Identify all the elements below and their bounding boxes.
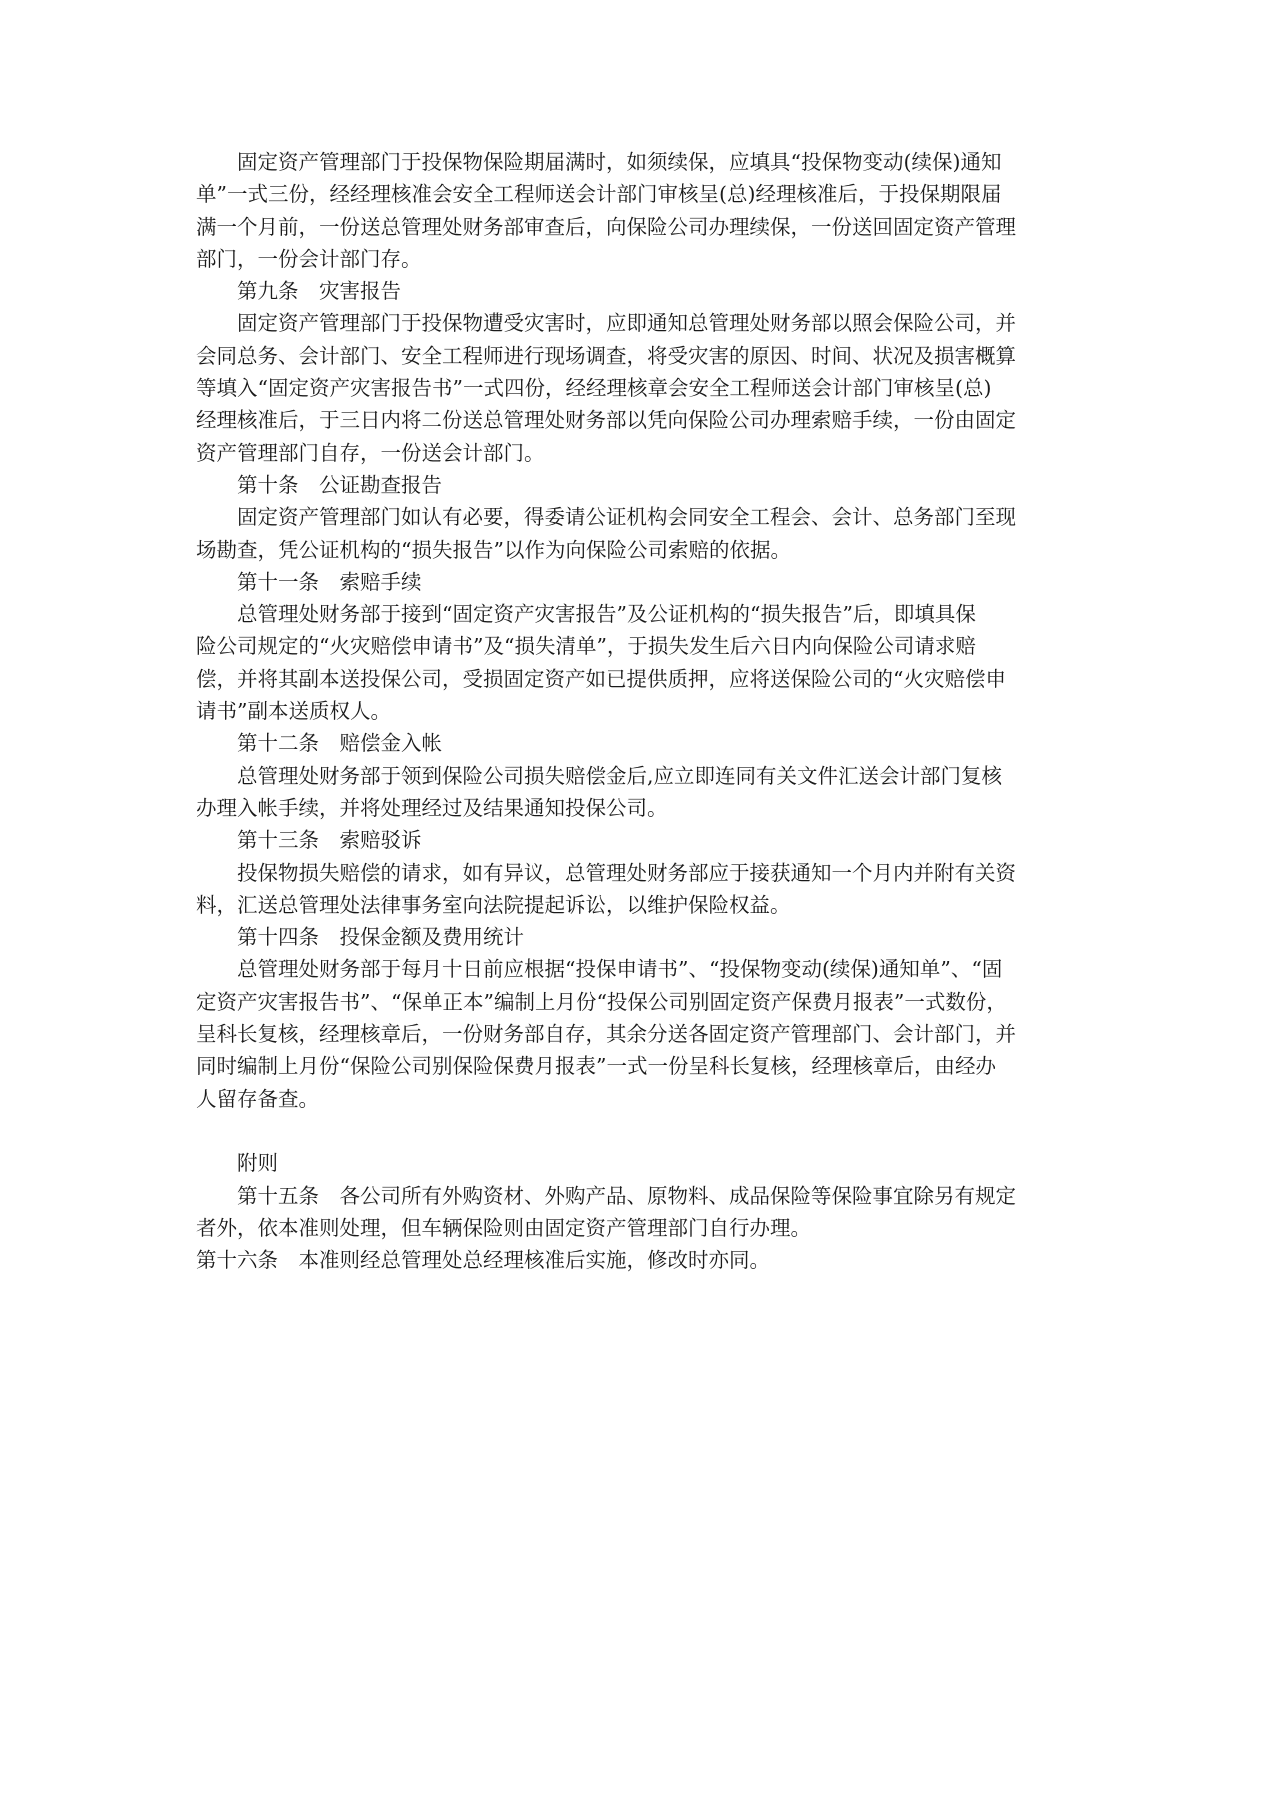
text-line: 请书”副本送质权人。 — [196, 699, 391, 724]
text-line: 资产管理部门自存，一份送会计部门。 — [196, 440, 545, 465]
text-line: 会同总务、会计部门、安全工程师进行现场调查，将受灾害的原因、时间、状况及损害概算 — [196, 343, 1016, 368]
text-line: 总管理处财务部于接到“固定资产灾害报告”及公证机构的“损失报告”后，即填具保 — [237, 602, 976, 627]
text-line: 单”一式三份，经经理核准会安全工程师送会计部门审核呈(总)经理核准后，于投保期限届 — [196, 182, 1002, 207]
text-line: 部门，一份会计部门存。 — [196, 246, 422, 271]
text-line: 第九条 灾害报告 — [237, 279, 401, 304]
text-line: 第十一条 索赔手续 — [237, 569, 422, 594]
text-line: 投保物损失赔偿的请求，如有异议，总管理处财务部应于接获通知一个月内并附有关资 — [237, 860, 1016, 885]
document-body — [196, 146, 1101, 1276]
text-line: 等填入“固定资产灾害报告书”一式四份，经经理核章会安全工程师送会计部门审核呈(总) — [196, 376, 992, 401]
text-line: 险公司规定的“火灾赔偿申请书”及“损失清单”，于损失发生后六日内向保险公司请求赔 — [196, 634, 976, 659]
text-line: 定资产灾害报告书”、“保单正本”编制上月份“投保公司别固定资产保费月报表”一式数份， — [196, 989, 1007, 1014]
text-line: 第十二条 赔偿金入帐 — [237, 731, 442, 756]
text-line: 第十五条 各公司所有外购资材、外购产品、原物料、成品保险等保险事宜除另有规定 — [237, 1183, 1016, 1208]
text-line: 第十四条 投保金额及费用统计 — [237, 925, 524, 950]
text-line: 附则 — [237, 1151, 278, 1176]
text-line: 总管理处财务部于每月十日前应根据“投保申请书”、“投保物变动(续保)通知单”、“固 — [237, 957, 1003, 982]
text-line: 第十三条 索赔驳诉 — [237, 828, 422, 853]
text-line: 人留存备查。 — [196, 1086, 319, 1111]
text-line: 经理核准后，于三日内将二份送总管理处财务部以凭向保险公司办理索赔手续，一份由固定 — [196, 408, 1016, 433]
text-line: 呈科长复核，经理核章后，一份财务部自存，其余分送各固定资产管理部门、会计部门，并 — [196, 1022, 1016, 1047]
text-line: 固定资产管理部门于投保物保险期届满时，如须续保，应填具“投保物变动(续保)通知 — [237, 150, 1002, 174]
text-line: 者外，依本准则处理，但车辆保险则由固定资产管理部门自行办理。 — [196, 1215, 811, 1240]
text-line: 固定资产管理部门于投保物遭受灾害时，应即通知总管理处财务部以照会保险公司，并 — [237, 311, 1016, 336]
text-line: 满一个月前，一份送总管理处财务部审查后，向保险公司办理续保，一份送回固定资产管理 — [196, 214, 1016, 239]
text-line: 场勘查，凭公证机构的“损失报告”以作为向保险公司索赔的依据。 — [196, 537, 791, 562]
text-line: 偿，并将其副本送投保公司，受损固定资产如已提供质押，应将送保险公司的“火灾赔偿申 — [196, 666, 1006, 691]
text-line: 办理入帐手续，并将处理经过及结果通知投保公司。 — [196, 795, 668, 820]
text-line: 同时编制上月份“保险公司别保险保费月报表”一式一份呈科长复核，经理核章后，由经办 — [196, 1054, 996, 1079]
text-line: 第十条 公证勘查报告 — [237, 472, 442, 497]
text-line: 第十六条 本准则经总管理处总经理核准后实施，修改时亦同。 — [196, 1248, 770, 1273]
text-line: 料，汇送总管理处法律事务室向法院提起诉讼，以维护保险权益。 — [196, 892, 791, 917]
text-line: 固定资产管理部门如认有必要，得委请公证机构会同安全工程会、会计、总务部门至现 — [237, 505, 1016, 530]
blank-line — [196, 1115, 1101, 1147]
text-line: 总管理处财务部于领到保险公司损失赔偿金后,应立即连同有关文件汇送会计部门复核 — [237, 763, 1003, 788]
